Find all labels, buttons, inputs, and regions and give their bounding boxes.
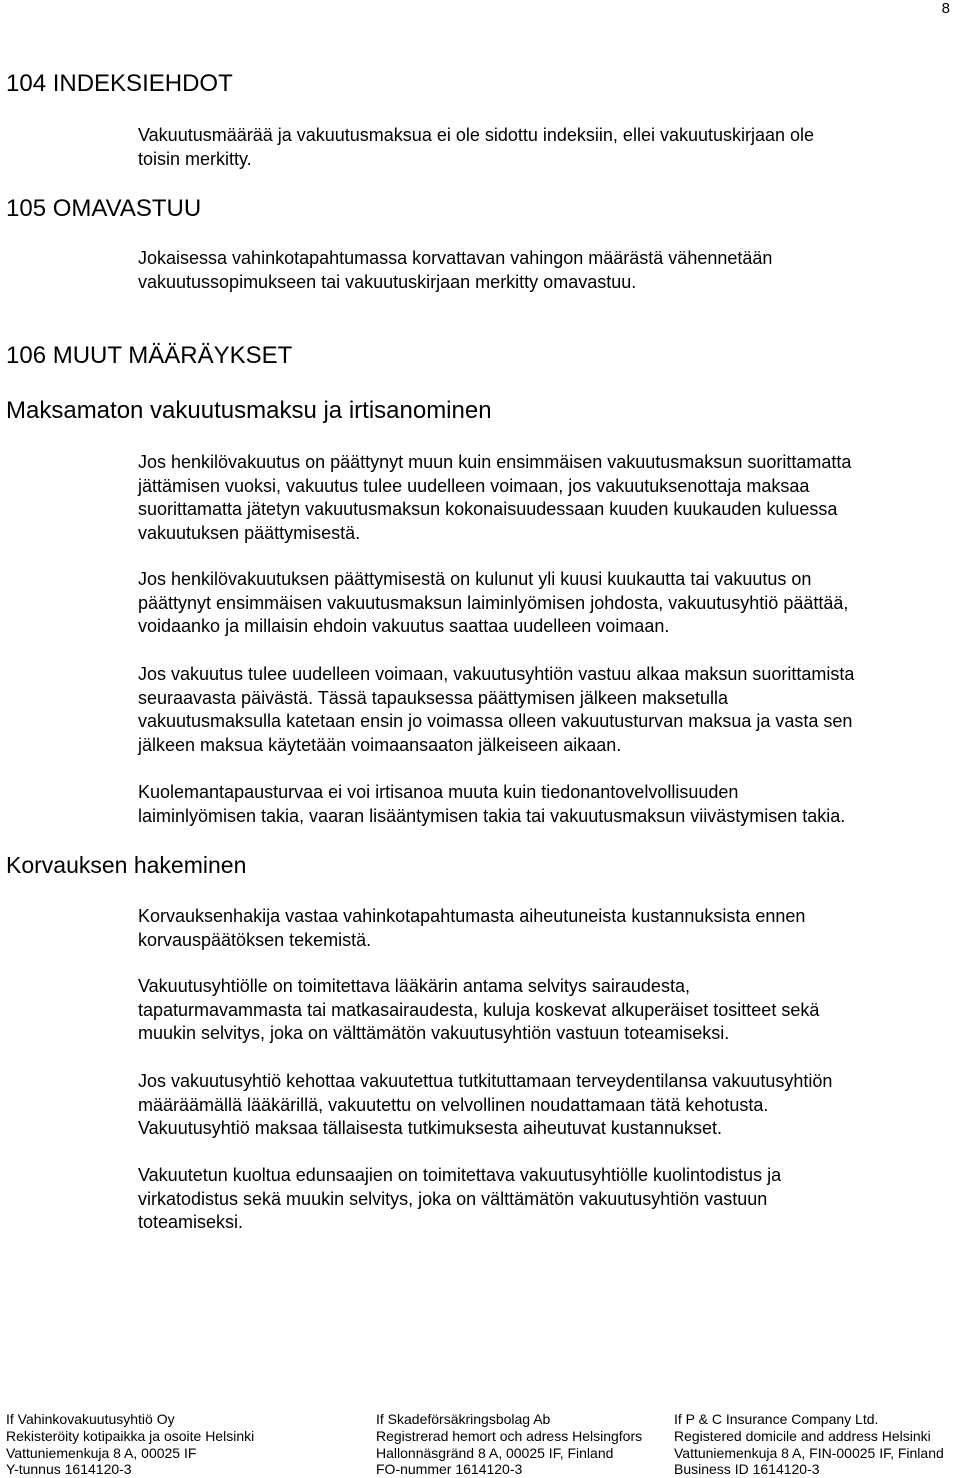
korvaus-paragraph-1 <box>138 905 956 952</box>
text-line: tapaturmavammasta tai matkasairaudesta, kuluja koskevat alkuperäiset tositteet sekä <box>138 999 820 1020</box>
text-line: Jos henkilövakuutuksen päättymisestä on kulunut yli kuusi kuukautta tai vakuutus on <box>138 569 812 589</box>
footer-company-name: If Vahinkovakuutusyhtiö Oy <box>6 1411 175 1427</box>
text-line: Jos henkilövakuutus on päättynyt muun kuin ensimmäisen vakuutusmaksun suorittamatta <box>138 452 852 472</box>
section-104-title: 104 INDEKSIEHDOT <box>6 70 233 97</box>
text-line: virkatodistus sekä muukin selvitys, joka on välttämätön vakuutusyhtiön vastuun <box>138 1188 768 1209</box>
footer-swedish <box>376 1411 642 1478</box>
text-line: laiminlyömisen takia, vaaran lisääntymisen takia tai vakuutusmaksun viivästymisen takia. <box>138 805 846 826</box>
text-line: toteamiseksi. <box>138 1212 244 1232</box>
footer-domicile: Registered domicile and address Helsinki <box>674 1427 931 1444</box>
footer-address: Vattuniemenkuja 8 A, FIN-00025 IF, Finland <box>674 1444 944 1461</box>
text-line: korvauspäätöksen tekemistä. <box>138 929 372 950</box>
section-106-subtitle: Maksamaton vakuutusmaksu ja irtisanominen <box>6 397 492 424</box>
footer-address: Hallonnäsgränd 8 A, 00025 IF, Finland <box>376 1444 614 1461</box>
text-line: Kuolemantapausturvaa ei voi irtisanoa muuta kuin tiedonantovelvollisuuden <box>138 782 739 802</box>
korvaus-title: Korvauksen hakeminen <box>6 852 247 878</box>
text-line: Jokaisessa vahinkotapahtumassa korvattavan vahingon määrästä vähennetään <box>138 248 773 268</box>
text-line: seuraavasta päivästä. Tässä tapauksessa päättymisen jälkeen maksetulla <box>138 687 728 708</box>
text-line: toisin merkitty. <box>138 148 252 169</box>
footer-business-id: FO-nummer 1614120-3 <box>376 1461 523 1478</box>
section-106-paragraph-2 <box>138 568 956 639</box>
text-line: määräämällä lääkärillä, vakuutettu on velvollinen noudattamaan tätä kehotusta. <box>138 1094 769 1115</box>
text-line: vakuutusmaksulla katetaan ensin jo voimassa olleen vakuutusturvan maksua ja vasta sen <box>138 711 853 731</box>
text-line: Korvauksenhakija vastaa vahinkotapahtumasta aiheutuneista kustannuksista ennen <box>138 906 806 926</box>
section-105-title: 105 OMAVASTUU <box>6 195 202 222</box>
text-line: Vakuutusyhtiö maksaa tällaisesta tutkimuksesta aiheutuvat kustannukset. <box>138 1118 722 1138</box>
section-106-title: 106 MUUT MÄÄRÄYKSET <box>6 342 293 369</box>
text-line: päättynyt ensimmäisen vakuutusmaksun laiminlyömisen johdosta, vakuutusyhtiö päättää, <box>138 592 849 613</box>
text-line: Jos vakuutus tulee uudelleen voimaan, vakuutusyhtiön vastuu alkaa maksun suorittamista <box>138 664 855 684</box>
text-line: Vakuutusmäärää ja vakuutusmaksua ei ole sidottu indeksiin, ellei vakuutuskirjaan ole <box>138 125 815 145</box>
text-line: Vakuutusyhtiölle on toimitettava lääkärin antama selvitys sairaudesta, <box>138 976 690 996</box>
text-line: muukin selvitys, joka on välttämätön vakuutusyhtiön vastuun toteamiseksi. <box>138 1023 730 1043</box>
text-line: jättämisen vuoksi, vakuutus tulee uudelleen voimaan, jos vakuutuksenottaja maksaa <box>138 475 810 496</box>
footer-domicile: Rekisteröity kotipaikka ja osoite Helsinki <box>6 1427 255 1444</box>
korvaus-paragraph-3 <box>138 1070 956 1141</box>
footer-english <box>674 1411 944 1478</box>
footer-address: Vattuniemenkuja 8 A, 00025 IF <box>6 1444 197 1461</box>
text-line: vakuutussopimukseen tai vakuutuskirjaan merkitty omavastuu. <box>138 271 637 292</box>
footer-company-name: If Skadeförsäkringsbolag Ab <box>376 1411 551 1427</box>
korvaus-paragraph-2 <box>138 975 956 1046</box>
section-105-paragraph <box>138 247 956 294</box>
section-104-paragraph <box>138 124 956 171</box>
text-line: voidaanko ja millaisin ehdoin vakuutus saattaa uudelleen voimaan. <box>138 616 670 636</box>
footer-domicile: Registrerad hemort och adress Helsingfors <box>376 1427 643 1444</box>
page-number: 8 <box>941 0 950 17</box>
footer-finnish <box>6 1411 254 1478</box>
footer-business-id: Business ID 1614120-3 <box>674 1461 820 1478</box>
text-line: vakuutuksen päättymisestä. <box>138 522 361 543</box>
text-line: Jos vakuutusyhtiö kehottaa vakuutettua tutkituttamaan terveydentilansa vakuutusyhtiön <box>138 1071 833 1091</box>
footer-business-id: Y-tunnus 1614120-3 <box>6 1461 132 1478</box>
text-line: jälkeen maksua käytetään voimaansaaton jälkeiseen aikaan. <box>138 734 622 755</box>
korvaus-paragraph-4 <box>138 1164 956 1235</box>
footer-company-name: If P & C Insurance Company Ltd. <box>674 1411 879 1427</box>
section-106-paragraph-3 <box>138 663 956 757</box>
section-106-paragraph-1 <box>138 451 956 545</box>
section-106-paragraph-4 <box>138 781 956 828</box>
text-line: Vakuutetun kuoltua edunsaajien on toimitettava vakuutusyhtiölle kuolintodistus ja <box>138 1165 782 1185</box>
text-line: suorittamatta jätetyn vakuutusmaksun kokonaisuudessaan kuuden kuukauden kuluessa <box>138 499 838 519</box>
